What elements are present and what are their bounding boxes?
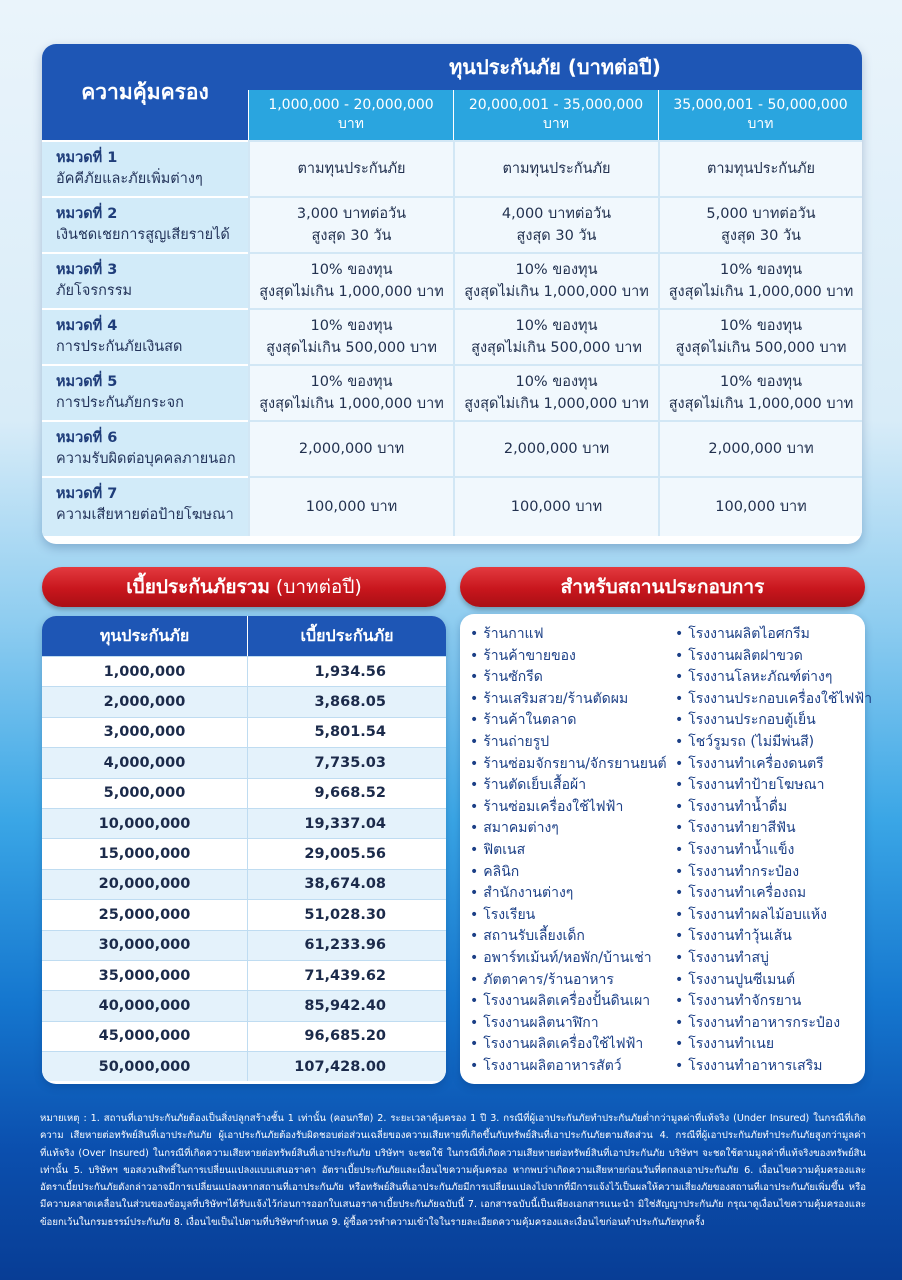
bullet-icon: • bbox=[675, 1036, 684, 1053]
list-item bbox=[675, 775, 865, 797]
list-item-label: โรงงานทำกระป๋อง bbox=[688, 863, 800, 880]
list-item-label: โรงงานประกอบเครื่องใช้ไฟฟ้า bbox=[688, 690, 873, 707]
bullet-icon: • bbox=[675, 820, 684, 837]
category-6 bbox=[42, 420, 248, 476]
bullet-icon: • bbox=[470, 971, 479, 988]
category-title: หมวดที่ 5 bbox=[56, 374, 118, 390]
table-row bbox=[42, 1051, 446, 1081]
list-item bbox=[470, 646, 675, 668]
bullet-icon: • bbox=[675, 993, 684, 1010]
premium-cell: 7,735.03 bbox=[247, 748, 446, 777]
bullet-icon: • bbox=[675, 928, 684, 945]
list-item bbox=[675, 926, 865, 948]
list-item bbox=[675, 883, 865, 905]
category-desc: การประกันภัยกระจก bbox=[56, 395, 184, 411]
list-item-label: โรงเรียน bbox=[483, 906, 536, 923]
bullet-icon: • bbox=[470, 712, 479, 729]
list-item bbox=[675, 689, 873, 711]
sum-insured-cell: 15,000,000 bbox=[98, 846, 191, 863]
sum-insured-cell: 45,000,000 bbox=[98, 1028, 191, 1045]
list-item bbox=[470, 862, 675, 884]
list-item bbox=[675, 948, 865, 970]
list-item bbox=[470, 710, 675, 732]
range-header-2: 20,000,001 - 35,000,000 บาท bbox=[453, 90, 658, 140]
list-item bbox=[470, 754, 675, 776]
list-item-label: ร้านเสริมสวย/ร้านตัดผม bbox=[483, 690, 629, 707]
bullet-icon: • bbox=[675, 841, 684, 858]
list-item bbox=[675, 624, 865, 646]
coverage-cell: 10% ของทุน สูงสุดไม่เกิน 1,000,000 บาท bbox=[453, 364, 658, 420]
list-item-label: สมาคมต่างๆ bbox=[483, 820, 559, 837]
list-item-label: โรงงานผลิตเครื่องใช้ไฟฟ้า bbox=[483, 1036, 644, 1053]
list-item bbox=[675, 840, 865, 862]
coverage-cell: 2,000,000 บาท bbox=[248, 420, 453, 476]
list-item-label: ฟิตเนส bbox=[483, 841, 526, 858]
list-item bbox=[470, 883, 675, 905]
category-4 bbox=[42, 308, 248, 364]
list-item-label: โรงงานทำเครื่องดนตรี bbox=[688, 755, 824, 772]
list-item-label: คลินิก bbox=[483, 863, 520, 880]
coverage-cell: 100,000 บาท bbox=[248, 476, 453, 536]
list-item bbox=[675, 754, 865, 776]
list-item bbox=[470, 1013, 675, 1035]
list-item-label: โรงงานผลิตอาหารสัตว์ bbox=[483, 1057, 622, 1074]
premium-cell: 107,428.00 bbox=[247, 1052, 446, 1081]
list-item-label: โรงงานโลหะภัณฑ์ต่างๆ bbox=[688, 669, 833, 686]
premium-cell: 51,028.30 bbox=[247, 900, 446, 929]
footnote: หมายเหตุ : 1. สถานที่เอาประกันภัยต้องเป็นสิ่งปลูกสร้างชั้น 1 เท่านั้น (คอนกรีต) 2. ระยะเวลาคุ้มครอง 1 ปี 3. กรณีที่ผู้เอาประกันภัยทำประกันภัยต่ำกว่ามูลค่าที่แท้จริง (Under Insured) ในกรณีที่เกิดความ เสียหายต่อทรัพย์สินที่เอาประกันภัย ผู้เอาประกันภัยต้องรับผิดชอบต่อส่วนเฉลี่ยของความเสียหายที่เกิดขึ้นกับทรัพย์สินที่เอาประกันภัยตามสัดส่วน 4. กรณีที่ผู้เอาประกันภัยทำประกันภัยสูงกว่ามูลค่าที่แท้จริง (Over Insured) ในกรณีที่เกิดความเสียหายต่อทรัพย์สินที่เอาประกันภัย บริษัทฯ จะชดใช้ ในกรณีที่เกิดความเสียหายต่อทรัพย์สินที่เอาประกันภัย บริษัทฯ จะชดใช้ตามมูลค่าที่แท้จริงของทรัพย์สินเท่านั้น 5. บริษัทฯ ขอสงวนสิทธิ์ในการเปลี่ยนแปลงแบบเสนอราคา อัตราเบี้ยประกันภัยและเงื่อนไขความคุ้มครอง หากพบว่าเกิดความเสียหายก่อนวันที่ตกลงเอาประกันภัย 6. เงื่อนไขความคุ้มครองและอัตราเบี้ยประกันภัยดังกล่าวอาจมีการเปลี่ยนแปลงหากสถานที่เอาประกันภัย หรือทรัพย์สินที่เอาประกันภัยมีการเปลี่ยนแปลงไปจากที่มีการแจ้งไว้เป็นผลให้ความเสี่ยงภัยของสถานที่เอาประกันภัยเพิ่มขึ้น หรือมีความคลาดเคลื่อนในส่วนของข้อมูลที่บริษัทฯได้รับแจ้งไว้ก่อนการออกใบเสนอราคาเบี้ยประกันภัยฉบับนี้ 7. เอกสารฉบับนี้เป็นเพียงเอกสารแนะนำ มิใช่สัญญาประกันภัย กรุณาดูเงื่อนไขความคุ้มครองและข้อยกเว้นในกรมธรรม์ประกันภัย 8. เงื่อนไขเป็นไปตามที่บริษัทฯกำหนด 9. ผู้ซื้อควรทำความเข้าใจในรายละเอียดความคุ้มครองและเงื่อนไขก่อนทำประกันภัยทุกครั้ง bbox=[40, 1113, 866, 1228]
coverage-cell: 10% ของทุน สูงสุดไม่เกิน 1,000,000 บาท bbox=[658, 252, 862, 308]
table-row bbox=[42, 656, 446, 686]
category-desc: อัคคีภัยและภัยเพิ่มต่างๆ bbox=[56, 171, 203, 187]
list-item bbox=[675, 667, 865, 689]
bullet-icon: • bbox=[470, 906, 479, 923]
bullet-icon: • bbox=[470, 949, 479, 966]
sum-insured-cell: 10,000,000 bbox=[98, 815, 191, 832]
premium-cell: 61,233.96 bbox=[247, 931, 446, 960]
col-sum-insured: ทุนประกันภัย bbox=[99, 625, 190, 645]
bullet-icon: • bbox=[675, 777, 684, 794]
sum-insured-cell: 20,000,000 bbox=[98, 876, 191, 893]
bullet-icon: • bbox=[675, 733, 684, 750]
sum-insured-cell: 35,000,000 bbox=[98, 967, 191, 984]
list-item-label: โรงงานทำอาหารกระป๋อง bbox=[688, 1014, 841, 1031]
list-item bbox=[470, 624, 675, 646]
list-item-label: โรงงานผลิตเครื่องปั้นดินเผา bbox=[483, 993, 651, 1010]
table-row bbox=[42, 686, 446, 716]
list-item bbox=[470, 948, 675, 970]
category-desc: ความเสียหายต่อป้ายโฆษณา bbox=[56, 507, 234, 523]
list-item-label: ร้านซ่อมเครื่องใช้ไฟฟ้า bbox=[483, 798, 624, 815]
category-2 bbox=[42, 196, 248, 252]
sum-insured-cell: 1,000,000 bbox=[103, 663, 186, 680]
list-item-label: โรงงานทำป้ายโฆษณา bbox=[688, 777, 825, 794]
coverage-cell: 5,000 บาทต่อวัน สูงสุด 30 วัน bbox=[658, 196, 862, 252]
list-item-label: ร้านกาแฟ bbox=[483, 626, 544, 642]
sum-insured-cell: 4,000,000 bbox=[103, 754, 186, 771]
premium-cell: 1,934.56 bbox=[247, 657, 446, 686]
bullet-icon: • bbox=[470, 863, 479, 880]
bullet-icon: • bbox=[675, 712, 684, 729]
list-item-label: ร้านถ่ายรูป bbox=[483, 733, 550, 750]
table-row bbox=[42, 808, 446, 838]
coverage-cell: 100,000 บาท bbox=[658, 476, 862, 536]
bullet-icon: • bbox=[675, 906, 684, 923]
business-list-col1 bbox=[470, 624, 675, 1084]
list-item-label: สถานรับเลี้ยงเด็ก bbox=[483, 928, 585, 945]
table-row bbox=[42, 717, 446, 747]
list-item bbox=[470, 732, 675, 754]
sum-insured-cell: 50,000,000 bbox=[98, 1058, 191, 1075]
bullet-icon: • bbox=[470, 841, 479, 858]
list-item-label: โรงงานปูนซีเมนต์ bbox=[688, 971, 796, 988]
list-item-label: โรงงานผลิตนาฬิกา bbox=[483, 1014, 599, 1031]
list-item bbox=[470, 797, 675, 819]
premium-banner-unit: (บาทต่อปี) bbox=[275, 576, 362, 598]
list-item bbox=[470, 926, 675, 948]
list-item-label: โรงงานทำเครื่องถม bbox=[688, 885, 807, 902]
table-row bbox=[42, 930, 446, 960]
list-item-label: ร้านตัดเย็บเสื้อผ้า bbox=[483, 777, 587, 794]
list-item bbox=[470, 970, 675, 992]
coverage-cell: 10% ของทุน สูงสุดไม่เกิน 500,000 บาท bbox=[658, 308, 862, 364]
coverage-cell: 2,000,000 บาท bbox=[658, 420, 862, 476]
list-item-label: โรงงานทำเนย bbox=[688, 1036, 775, 1053]
bullet-icon: • bbox=[675, 669, 684, 686]
list-item bbox=[675, 991, 865, 1013]
bullet-icon: • bbox=[470, 669, 479, 686]
bullet-icon: • bbox=[470, 1014, 479, 1031]
bullet-icon: • bbox=[675, 798, 684, 815]
list-item bbox=[470, 775, 675, 797]
bullet-icon: • bbox=[470, 777, 479, 794]
premium-cell: 19,337.04 bbox=[247, 809, 446, 838]
table-row bbox=[42, 990, 446, 1020]
list-item bbox=[675, 646, 865, 668]
bullet-icon: • bbox=[470, 798, 479, 815]
range-header-3: 35,000,001 - 50,000,000 บาท bbox=[658, 90, 862, 140]
coverage-cell: 10% ของทุน สูงสุดไม่เกิน 500,000 บาท bbox=[248, 308, 453, 364]
list-item-label: โรงงานประกอบตู้เย็น bbox=[688, 712, 816, 729]
coverage-cell: 2,000,000 บาท bbox=[453, 420, 658, 476]
category-title: หมวดที่ 1 bbox=[56, 150, 118, 166]
list-item bbox=[675, 862, 865, 884]
list-item-label: โรงงานผลิตไอศกรีม bbox=[688, 626, 810, 642]
list-item bbox=[675, 732, 865, 754]
list-item-label: โรงงานทำสบู่ bbox=[688, 949, 769, 966]
coverage-cell: ตามทุนประกันภัย bbox=[248, 140, 453, 196]
category-desc: การประกันภัยเงินสด bbox=[56, 339, 183, 355]
list-item-label: ร้านค้าในตลาด bbox=[483, 712, 577, 729]
list-item-label: โรงงานทำยาสีฟัน bbox=[688, 820, 796, 837]
premium-cell: 38,674.08 bbox=[247, 870, 446, 899]
list-item-label: ภัตตาคาร/ร้านอาหาร bbox=[483, 971, 614, 988]
table-row bbox=[42, 838, 446, 868]
bullet-icon: • bbox=[675, 885, 684, 902]
list-item bbox=[675, 1056, 865, 1078]
coverage-cell: 10% ของทุน สูงสุดไม่เกิน 1,000,000 บาท bbox=[248, 252, 453, 308]
table-row bbox=[42, 869, 446, 899]
list-item bbox=[470, 818, 675, 840]
list-item-label: ร้านซ่อมจักรยาน/จักรยานยนต์ bbox=[483, 755, 667, 772]
premium-rows bbox=[42, 656, 446, 1081]
bullet-icon: • bbox=[675, 647, 684, 664]
category-title: หมวดที่ 3 bbox=[56, 262, 118, 278]
coverage-cell: 10% ของทุน สูงสุดไม่เกิน 1,000,000 บาท bbox=[248, 364, 453, 420]
bullet-icon: • bbox=[470, 733, 479, 750]
list-item-label: โรงงานทำน้ำแข็ง bbox=[688, 841, 795, 858]
table-row bbox=[42, 960, 446, 990]
bullet-icon: • bbox=[470, 928, 479, 945]
category-desc: ภัยโจรกรรม bbox=[56, 283, 133, 299]
range-header-1: 1,000,000 - 20,000,000 บาท bbox=[248, 90, 453, 140]
col-premium: เบี้ยประกันภัย bbox=[247, 616, 446, 656]
category-title: หมวดที่ 7 bbox=[56, 486, 118, 502]
list-item bbox=[675, 905, 865, 927]
premium-banner bbox=[42, 567, 446, 607]
bullet-icon: • bbox=[675, 949, 684, 966]
list-item bbox=[675, 1034, 865, 1056]
category-desc: ความรับผิดต่อบุคคลภายนอก bbox=[56, 451, 236, 467]
premium-banner-title: เบี้ยประกันภัยรวม bbox=[126, 576, 270, 598]
category-3 bbox=[42, 252, 248, 308]
coverage-cell: 10% ของทุน สูงสุดไม่เกิน 1,000,000 บาท bbox=[658, 364, 862, 420]
category-7 bbox=[42, 476, 248, 536]
premium-cell: 85,942.40 bbox=[247, 991, 446, 1020]
table-row bbox=[42, 778, 446, 808]
list-item bbox=[470, 840, 675, 862]
premium-cell: 5,801.54 bbox=[247, 718, 446, 747]
business-list-col2 bbox=[675, 624, 873, 1084]
premium-cell: 29,005.56 bbox=[247, 839, 446, 868]
bullet-icon: • bbox=[470, 626, 479, 642]
sum-insured-header: ทุนประกันภัย (บาทต่อปี) bbox=[248, 44, 862, 90]
bullet-icon: • bbox=[470, 755, 479, 772]
list-item bbox=[675, 1013, 865, 1035]
coverage-cell: 3,000 บาทต่อวัน สูงสุด 30 วัน bbox=[248, 196, 453, 252]
bullet-icon: • bbox=[470, 647, 479, 664]
bullet-icon: • bbox=[675, 1014, 684, 1031]
table-row bbox=[42, 899, 446, 929]
list-item bbox=[470, 667, 675, 689]
sum-insured-cell: 25,000,000 bbox=[98, 906, 191, 923]
list-item bbox=[675, 710, 865, 732]
list-item bbox=[470, 689, 675, 711]
bullet-icon: • bbox=[470, 820, 479, 837]
premium-cell: 9,668.52 bbox=[247, 779, 446, 808]
list-item-label: โรงงานทำผลไม้อบแห้ง bbox=[688, 906, 827, 923]
list-item bbox=[675, 970, 865, 992]
list-item-label: โรงงานทำอาหารเสริม bbox=[688, 1057, 823, 1074]
bullet-icon: • bbox=[675, 626, 684, 642]
table-row bbox=[42, 1021, 446, 1051]
coverage-header: ความคุ้มครอง bbox=[42, 44, 248, 140]
list-item-label: โรงงานทำวุ้นเส้น bbox=[688, 928, 792, 945]
premium-cell: 71,439.62 bbox=[247, 961, 446, 990]
sum-insured-cell: 3,000,000 bbox=[103, 724, 186, 741]
business-list bbox=[460, 614, 873, 1084]
coverage-cell: 100,000 บาท bbox=[453, 476, 658, 536]
category-title: หมวดที่ 4 bbox=[56, 318, 118, 334]
bullet-icon: • bbox=[470, 885, 479, 902]
category-5 bbox=[42, 364, 248, 420]
category-title: หมวดที่ 2 bbox=[56, 206, 118, 222]
list-item-label: สำนักงานต่างๆ bbox=[483, 885, 574, 902]
bullet-icon: • bbox=[675, 971, 684, 988]
sum-insured-cell: 2,000,000 bbox=[103, 694, 186, 711]
list-item-label: ร้านซักรีด bbox=[483, 669, 543, 686]
list-item bbox=[470, 991, 675, 1013]
bullet-icon: • bbox=[470, 1057, 479, 1074]
bullet-icon: • bbox=[675, 863, 684, 880]
list-item-label: โรงงานทำจักรยาน bbox=[688, 993, 802, 1010]
bullet-icon: • bbox=[675, 755, 684, 772]
list-item bbox=[675, 797, 865, 819]
list-item-label: โชว์รูมรถ (ไม่มีพ่นสี) bbox=[688, 733, 815, 750]
coverage-cell: 10% ของทุน สูงสุดไม่เกิน 500,000 บาท bbox=[453, 308, 658, 364]
bullet-icon: • bbox=[675, 1057, 684, 1074]
bullet-icon: • bbox=[470, 1036, 479, 1053]
premium-table bbox=[42, 616, 446, 1084]
sum-insured-cell: 40,000,000 bbox=[98, 997, 191, 1014]
list-item bbox=[470, 1034, 675, 1056]
list-item bbox=[470, 905, 675, 927]
bullet-icon: • bbox=[675, 690, 684, 707]
coverage-cell: ตามทุนประกันภัย bbox=[453, 140, 658, 196]
business-banner bbox=[460, 567, 865, 607]
coverage-cell: 4,000 บาทต่อวัน สูงสุด 30 วัน bbox=[453, 196, 658, 252]
business-banner-title: สำหรับสถานประกอบการ bbox=[560, 576, 765, 598]
list-item-label: โรงงานผลิตฝาขวด bbox=[688, 647, 803, 664]
list-item bbox=[470, 1056, 675, 1078]
category-1 bbox=[42, 140, 248, 196]
sum-insured-cell: 30,000,000 bbox=[98, 937, 191, 954]
coverage-table bbox=[42, 44, 862, 544]
category-desc: เงินชดเชยการสูญเสียรายได้ bbox=[56, 227, 230, 243]
list-item-label: ร้านค้าขายของ bbox=[483, 647, 576, 664]
list-item-label: โรงงานทำน้ำดื่ม bbox=[688, 798, 788, 815]
coverage-cell: 10% ของทุน สูงสุดไม่เกิน 1,000,000 บาท bbox=[453, 252, 658, 308]
sum-insured-cell: 5,000,000 bbox=[103, 785, 186, 802]
table-row bbox=[42, 747, 446, 777]
premium-cell: 96,685.20 bbox=[247, 1022, 446, 1051]
coverage-cell: ตามทุนประกันภัย bbox=[658, 140, 862, 196]
premium-cell: 3,868.05 bbox=[247, 687, 446, 716]
premium-table-header bbox=[42, 616, 446, 656]
bullet-icon: • bbox=[470, 690, 479, 707]
bullet-icon: • bbox=[470, 993, 479, 1010]
list-item-label: อพาร์ทเม้นท์/หอพัก/บ้านเช่า bbox=[483, 949, 652, 966]
category-title: หมวดที่ 6 bbox=[56, 430, 118, 446]
list-item bbox=[675, 818, 865, 840]
